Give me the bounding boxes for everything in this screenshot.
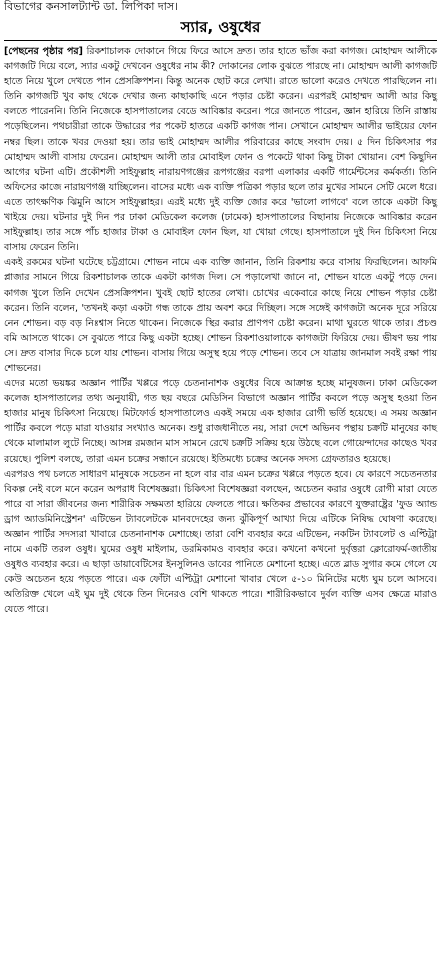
continuation-kicker: [পেছনের পৃষ্ঠার পর] — [4, 46, 83, 57]
paragraph-text: এদের মতো ভয়ঙ্কর অজ্ঞান পার্টির খপ্পরে পড়ে চেতনানাশক ওষুধের বিষে আক্রান্ত হচ্ছে মানুষজন। ঢাকা মেডিকেল কলেজ হাসপাতালের তথ্য অনুযায়ী, গত ছয় বছরে মেডিসিন বিভাগে অজ্ঞান পার্টির কবলে পড়ে অসুস্থ হওয়া তিন হাজার মানুষ চিকিৎসা নিয়েছে। মিটফোর্ড হাসপাতালেও একই সময়ে এক হাজার রোগী ভর্তি হয়েছে। এ সময় অজ্ঞান পার্টির কবলে পড়ে মারা যাওয়ার সংখ্যাও অনেক। শুধু রাজধানীতে নয়, সারা দেশে অভিনব পন্থায় চক্রটি মানুষের কাছ থেকে মালামাল লুটে নিচ্ছে। আসন্ন রমজান মাস সামনে রেখে চক্রটি সক্রিয় হয়ে উঠছে বলে গোয়েন্দাদের কাছেও খবর রয়েছে। পুলিশ বলছে, তারা এমন চক্রের সন্ধানে রয়েছে। ইতিমধ্যে চক্রের অনেক সদস্য গ্রেফতারও হয়েছে। — [4, 378, 437, 465]
article-paragraph-4 — [4, 467, 437, 618]
article-title: স্যার, ওষুধের — [180, 18, 261, 36]
article-paragraph-2 — [4, 255, 437, 376]
paragraph-text: একই রকমের ঘটনা ঘটেছে চট্টগ্রামে। শোভন নামে এক ব্যক্তি জানান, তিনি রিকশায় করে বাসায় ফিরছিলেন। আফমি প্লাজার সামনে গিয়ে রিকশাচালক তাকে একটা কাগজ দিল। সে পড়ালেখা জানে না, শোভন যাতে একটু পড়ে দেন। কাগজ খুলে তিনি দেখেন প্রেসক্রিপশন। খুবই ছোট হাতের লেখা। চোখের একেবারে কাছে নিয়ে শোভন পড়ার চেষ্টা করেন। তিনি বলেন, 'তখনই কড়া একটা গন্ধ তাকে প্রায় অবশ করে দিচ্ছিল। সঙ্গে সঙ্গেই কাগজটা অনেক দূরে সরিয়ে নেন শোভন। বড় বড় নিঃশ্বাস নিতে থাকেন। নিজেকে স্থির করার প্রাণপণ চেষ্টা করেন। মাথা ঘুরতে থাকে তার। প্রচণ্ড বমি আসতে থাকে। সে বুঝতে পারে কিছু একটা হচ্ছে। শোভন রিকশাওয়ালাকে কাগজটা ফিরিয়ে দেয়। ভীষণ ভয় পায় সে। দ্রুত বাসার দিকে চলে যায় শোভন। বাসায় গিয়ে অসুস্থ হয়ে পড়ে শোভন। তবে সে যাত্রায় জানমাল সবই রক্ষা পায় শোভনের। — [4, 257, 437, 374]
paragraph-text: রিকশাচালক দোকানে গিয়ে ফিরে আসে দ্রুত। তার হাতে ভাঁজ করা কাগজ। মোহাম্মদ আলীকে কাগজটি দিয়ে বলে, স্যার একটু দেখবেন ওষুধের নাম কী? দোকানের লোক বুঝতে পারছে না। মোহাম্মদ আলী কাগজটি হাতে নিয়ে খুলে দেখতে পান প্রেসক্রিপশন। কিন্তু অনেক ছোট করে লেখা। রাতে ভালো করেও দেখতে পারছিলেন না। তিনি কাগজটি খুব কাছ থেকে দেখার জন্য কাছাকাছি এনে পড়ার চেষ্টা করেন। এরপরই মোহাম্মদ আলী আর কিছু বলতে পারেননি। তিনি নিজেকে হাসপাতালের বেডে আবিষ্কার করেন। পরে জানতে পারেন, জ্ঞান হারিয়ে তিনি রাস্তায় পড়েছিলেন। পথচারীরা তাকে উদ্ধারের পর পকেট হাতরে একটি কাগজ পান। সেখানে মোহাম্মদ আলীর ভাইয়ের ফোন নম্বর ছিল। তাকে খবর দেওয়া হয়। তার ভাই মোহাম্মদ আলীর পরিবারের কাছে সংবাদ দেয়। ৫ দিন চিকিৎসার পর মোহাম্মদ আলী বাসায় ফেরেন। মোহাম্মদ আলী তার মোবাইল ফোন ও পকেটে থাকা কিছু টাকা খোয়ান। বেশ কিছুদিন আগের ঘটনা এটি। প্রকৌশলী সাইফুল্লাহ নারায়ণগঞ্জের রূপগঞ্জের বরপা এলাকার একটি গার্মেন্টসের কর্মকর্তা। তিনি অফিসের কাজে নারায়ণগঞ্জ যাচ্ছিলেন। বাসের মধ্যে এক ব্যক্তি পত্রিকা পড়ার ছলে তার মুখের সামনে সেটি মেলে ধরে। এতে তাৎক্ষণিক ঝিমুনি আসে সাইফুল্লাহর। এরই মধ্যে দুই ব্যক্তি জোর করে 'ভালো লাগবে' বলে তাকে একটা কিছু খাইয়ে দেয়। ঘটনার দুই দিন পর ঢাকা মেডিকেল কলেজ (ঢামেক) হাসপাতালের বিছানায় নিজেকে আবিষ্কার করেন সাইফুল্লাহ। তার সঙ্গে পাঁচ হাজার টাকা ও মোবাইল ফোন ছিল, যা খোয়া গেছে। হাসপাতালে দুই দিন চিকিৎসা নিয়ে বাসায় ফেরেন তিনি। — [4, 46, 437, 254]
paragraph-text: এরপরও পথ চলতে সাধারণ মানুষকে সচেতন না হলে বার বার এমন চক্রের খপ্পরে পড়তে হবে। যে কারণে সচেতনতার বিকল্প নেই বলে মনে করেন অপরাধ বিশেষজ্ঞরা। চিকিৎসা বিশেষজ্ঞরা বলছেন, অচেতন করার ওষুধে রোগী মারা যেতে পারে বা সারা জীবনের জন্য শারীরিক সক্ষমতা হারিয়ে ফেলতে পারে। ক্ষতিকর প্রভাবের কারণে যুক্তরাষ্ট্রের 'ফুড অ্যান্ড ড্রাগ অ্যাডমিনিস্ট্রেশন' এটিভেন ট্যাবলেটকে মানবদেহের জন্য ঝুঁকিপূর্ণ আখ্যা দিয়ে এটিকে নিষিদ্ধ ঘোষণা করেছে। অজ্ঞান পার্টির সদস্যরা খাবারে চেতনানাশক মেশাচ্ছে। তারা বেশি ব্যবহার করে এটিভেন, নকটিন ট্যাবলেট ও এপ্টিট্রা নামে একটি তরল ওষুধ। ঘুমের ওষুধ মাইলাম, ডরমিকামও ব্যবহার করে। কখনো কখনো দুর্বৃত্তরা ক্লোরোফর্ম-জাতীয় ওষুধও ব্যবহার করে। এ ছাড়া ডায়াবেটিসের ইনসুলিনও ডাবের পানিতে মেশানো হচ্ছে। এতে ব্লাড সুগার কমে গেলে যে কেউ অচেতন হয়ে পড়তে পারে। এক ফোঁটা এপ্টিট্রা মেশানো খাবার খেলে ৫-১০ মিনিটের মধ্যে ঘুম চলে আসবে। অতিরিক্ত খেলে এই ঘুম দুই থেকে তিন দিনেরও বেশি থাকতে পারে। শারীরিকভাবে দুর্বল ব্যক্তি এসব ক্ষেত্রে মারাও যেতে পারে। — [4, 468, 437, 616]
title-divider — [4, 40, 437, 41]
article-paragraph-3 — [4, 376, 437, 467]
article-paragraph-1 — [4, 44, 437, 255]
previous-section-line: বিভাগের কনসালট্যান্ট ডা. লিপিকা দাস। — [4, 0, 179, 13]
article-body — [4, 44, 437, 618]
